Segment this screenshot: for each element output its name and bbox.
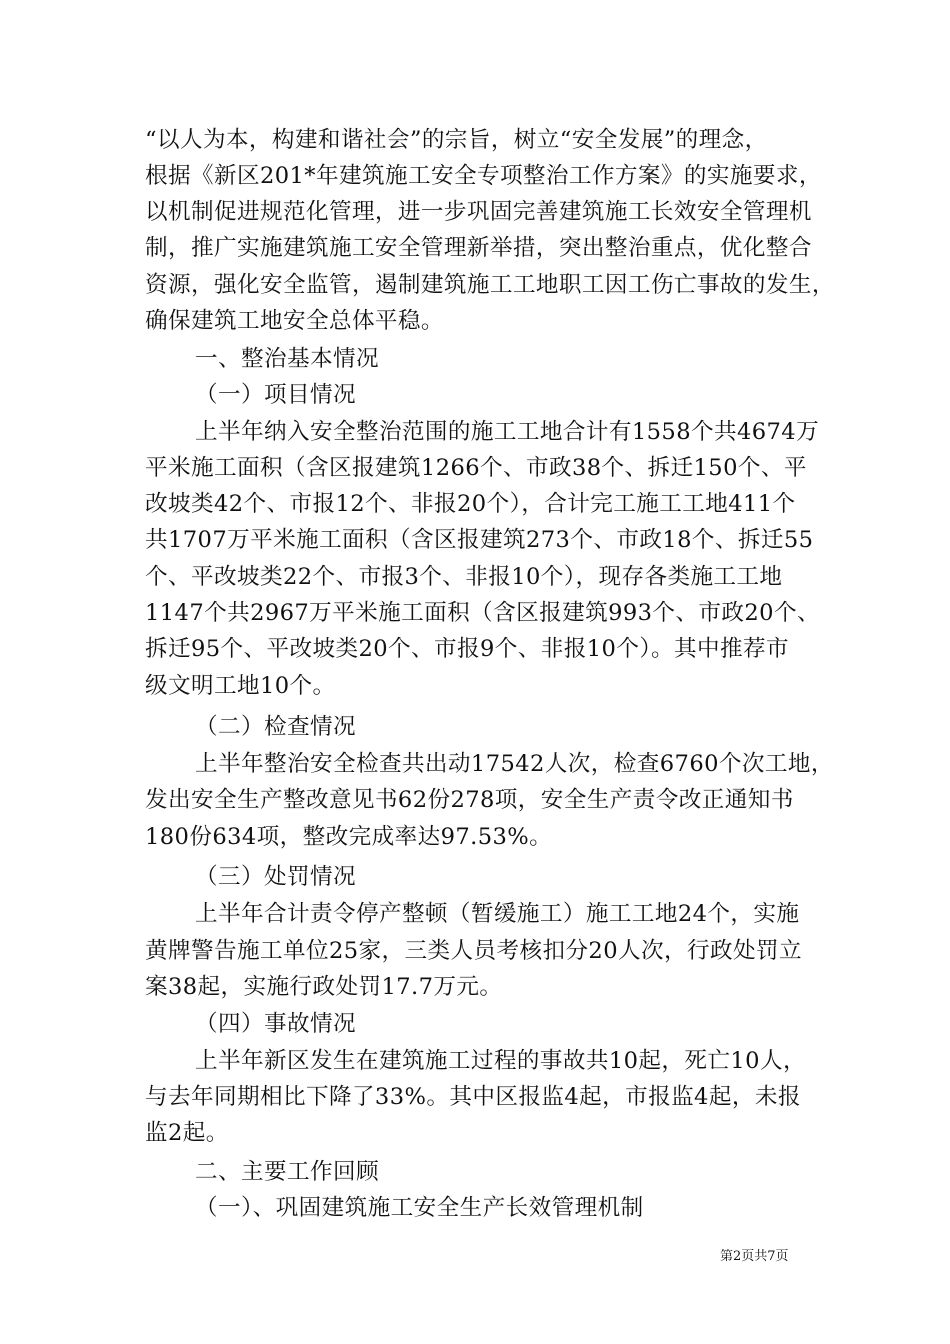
- body-line: 上半年新区发生在建筑施工过程的事故共10起，死亡10人，: [195, 1048, 806, 1074]
- body-line: 上半年整治安全检查共出动17542人次，检查6760个次工地，: [195, 751, 834, 777]
- body-line: 180份634项，整改完成率达97.53%。: [145, 824, 553, 850]
- body-line: 资源，强化安全监管，遏制建筑施工工地职工因工伤亡事故的发生，: [145, 272, 835, 298]
- body-line: 上半年合计责令停产整顿（暂缓施工）施工工地24个，实施: [195, 901, 800, 927]
- body-line: 上半年纳入安全整治范围的施工工地合计有1558个共4674万: [195, 419, 820, 445]
- section-heading: 二、主要工作回顾: [195, 1159, 379, 1185]
- body-line: 平米施工面积（含区报建筑1266个、市政38个、拆迁150个、平: [145, 455, 807, 481]
- subsection-heading: （三）处罚情况: [195, 864, 356, 890]
- section-heading: 一、整治基本情况: [195, 346, 379, 372]
- body-line: 确保建筑工地安全总体平稳。: [145, 308, 444, 334]
- body-line: 改坡类42个、市报12个、非报20个），合计完工施工工地411个: [145, 491, 796, 517]
- body-line: 1147个共2967万平米施工面积（含区报建筑993个、市政20个、: [145, 600, 820, 626]
- body-line: 制，推广实施建筑施工安全管理新举措，突出整治重点，优化整合: [145, 235, 812, 261]
- body-line: 案38起，实施行政处罚17.7万元。: [145, 974, 503, 1000]
- body-line: 以机制促进规范化管理，进一步巩固完善建筑施工长效安全管理机: [145, 199, 812, 225]
- body-line: 级文明工地10个。: [145, 673, 336, 699]
- body-line: 根据《新区201*年建筑施工安全专项整治工作方案》的实施要求，: [145, 163, 822, 189]
- subsection-heading: （一）项目情况: [195, 382, 356, 408]
- body-line: 共1707万平米施工面积（含区报建筑273个、市政18个、拆迁55: [145, 527, 814, 553]
- body-line: 黄牌警告施工单位25家，三类人员考核扣分20人次，行政处罚立: [145, 938, 802, 964]
- body-line: 拆迁95个、平改坡类20个、市报9个、非报10个）。其中推荐市: [145, 636, 789, 662]
- body-line: “以人为本，构建和谐社会”的宗旨，树立“安全发展”的理念，: [145, 127, 768, 153]
- subsection-heading: （一）、巩固建筑施工安全生产长效管理机制: [195, 1195, 644, 1221]
- subsection-heading: （二）检查情况: [195, 714, 356, 740]
- body-line: 个、平改坡类22个、市报3个、非报10个），现存各类施工工地: [145, 564, 783, 590]
- subsection-heading: （四）事故情况: [195, 1011, 356, 1037]
- body-line: 与去年同期相比下降了33%。其中区报监4起，市报监4起，未报: [145, 1084, 801, 1110]
- page-number: 第2页共7页: [720, 1249, 789, 1264]
- body-line: 监2起。: [145, 1120, 229, 1146]
- body-line: 发出安全生产整改意见书62份278项，安全生产责令改正通知书: [145, 787, 794, 813]
